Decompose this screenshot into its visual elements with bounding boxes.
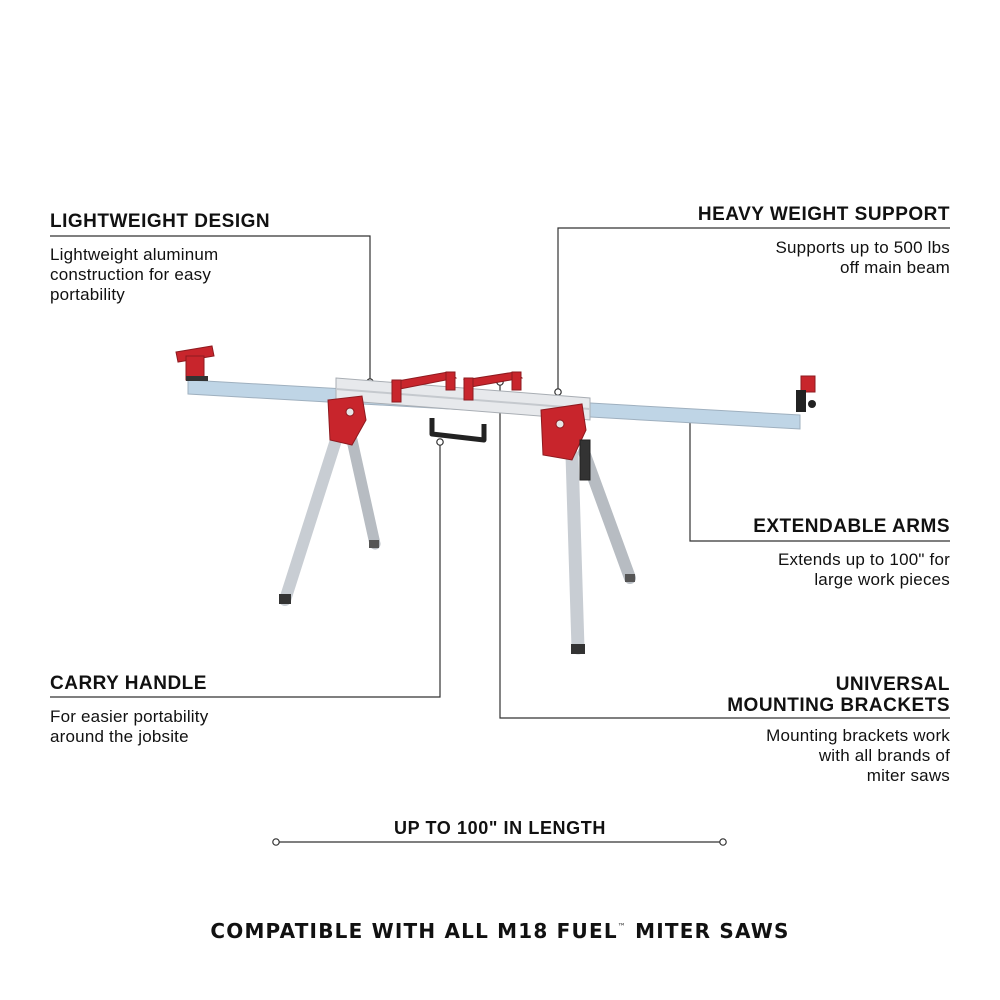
callout-title: LIGHTWEIGHT DESIGN [50,211,271,232]
footer-text: COMPATIBLE WITH ALL M18 FUEL [210,919,618,943]
callout-body-line: portability [50,285,125,304]
length-label: UP TO 100" IN LENGTH [394,818,606,838]
footer-text-end: MITER SAWS [627,919,790,943]
callout-body [50,245,270,305]
callout-body-line: construction for easy [50,265,212,284]
callout-carry-handle [50,673,208,747]
callout-extendable-arms [650,516,950,590]
callout-universal-mounting-brackets [650,674,950,786]
callout-body-line: Supports up to 500 lbs [775,238,950,257]
length-dimension [273,839,726,845]
carry-handle [432,418,484,440]
callout-title-line: UNIVERSAL [835,674,950,695]
callout-body [570,238,950,278]
callout-body [50,707,208,747]
callout-body [650,550,950,590]
callout-title: EXTENDABLE ARMS [753,516,950,537]
callout-body-line: around the jobsite [50,727,189,746]
compatibility-footer [0,919,1000,943]
callout-title-line: MOUNTING BRACKETS [727,695,950,716]
callout-body-line: large work pieces [814,570,950,589]
callout-lightweight-design [50,211,270,305]
callout-title: HEAVY WEIGHT SUPPORT [697,204,950,225]
beam [188,378,800,429]
callout-body [650,726,950,786]
callout-body-line: For easier portability [50,707,209,726]
callout-body-line: miter saws [866,766,950,785]
leader-carry [50,442,440,697]
callout-title: CARRY HANDLE [50,673,207,694]
callout-body-line: Extends up to 100" for [777,550,950,569]
callout-body-line: Lightweight aluminum [50,245,219,264]
callout-body-line: off main beam [839,258,950,277]
callout-heavy-weight-support [570,204,950,278]
trademark-symbol: ™ [617,922,627,931]
callout-body-line: Mounting brackets work [766,726,950,745]
callout-body-line: with all brands of [818,746,950,765]
